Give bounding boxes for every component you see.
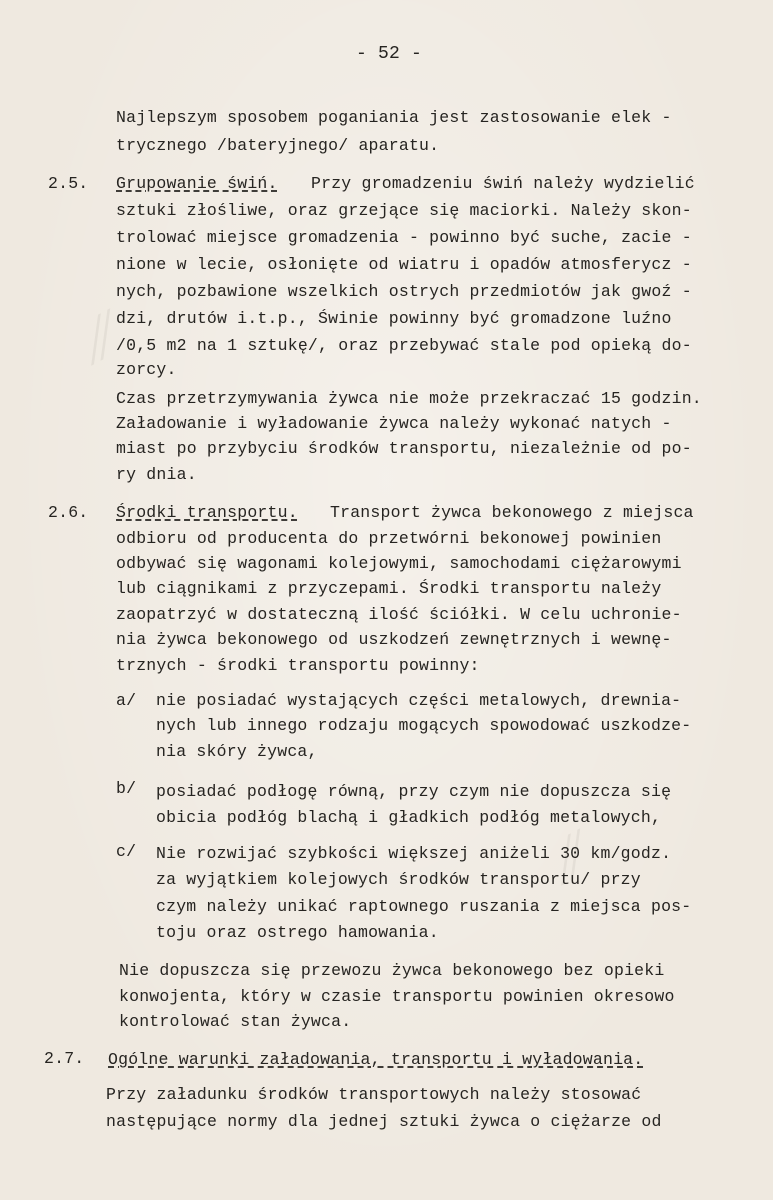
list-item-text: obicia podłóg blachą i gładkich podłóg metalowych, [156, 808, 662, 827]
text-line: Najlepszym sposobem poganiania jest zastosowanie elek - [116, 108, 672, 127]
faded-watermark: ⁄⁄ [74, 300, 127, 373]
text-line: lub ciągnikami z przyczepami. Środki transportu należy [116, 579, 662, 598]
list-item-text: czym należy unikać raptownego ruszania z miejsca pos- [156, 897, 692, 916]
text-line: odbywać się wagonami kolejowymi, samochodami ciężarowymi [116, 554, 682, 573]
section-number: 2.7. [44, 1049, 85, 1068]
text-line: nione w lecie, osłonięte od wiatru i opadów atmosferycz - [116, 255, 692, 274]
text-line: miast po przybyciu środków transportu, niezależnie od po- [116, 439, 692, 458]
text-line: trycznego /bateryjnego/ aparatu. [116, 136, 440, 155]
section-number: 2.5. [48, 174, 89, 193]
list-item-text: posiadać podłogę równą, przy czym nie dopuszcza się [156, 782, 672, 801]
section-heading: Środki transportu. [116, 503, 298, 522]
text-line: Czas przetrzymywania żywca nie może przekraczać 15 godzin. [116, 389, 702, 408]
list-item-text: nych lub innego rodzaju mogących spowodować uszkodze- [156, 716, 692, 735]
text-line: konwojenta, który w czasie transportu powinien okresowo [119, 987, 675, 1006]
text-line: trznych - środki transportu powinny: [116, 656, 480, 675]
text-line: Przy gromadzeniu świń należy wydzielić [311, 174, 695, 193]
list-marker: b/ [116, 779, 137, 798]
list-item-text: nie posiadać wystających części metalowych, drewnia- [156, 691, 682, 710]
text-line: zaopatrzyć w dostateczną ilość ściółki. W celu uchronie- [116, 605, 682, 624]
text-line: /0,5 m2 na 1 sztukę/, oraz przebywać stale pod opieką do- [116, 336, 692, 355]
list-item-text: nia skóry żywca, [156, 742, 318, 761]
text-line: następujące normy dla jednej sztuki żywca o ciężarze od [106, 1112, 662, 1131]
section-number: 2.6. [48, 503, 89, 522]
list-marker: c/ [116, 842, 137, 861]
list-item-text: toju oraz ostrego hamowania. [156, 923, 439, 942]
text-line: Nie dopuszcza się przewozu żywca bekonowego bez opieki [119, 961, 665, 980]
text-line: ry dnia. [116, 465, 197, 484]
text-line: odbioru od producenta do przetwórni bekonowej powinien [116, 529, 662, 548]
list-item-text: Nie rozwijać szybkości większej aniżeli 30 km/godz. [156, 844, 672, 863]
text-line: kontrolować stan żywca. [119, 1012, 352, 1031]
text-line: Transport żywca bekonowego z miejsca [330, 503, 694, 522]
page-number: - 52 - [356, 44, 423, 64]
list-marker: a/ [116, 691, 137, 710]
text-line: nia żywca bekonowego od uszkodzeń zewnętrznych i wewnę- [116, 630, 672, 649]
section-heading: Grupowanie świń. [116, 174, 278, 193]
text-line: zorcy. [116, 360, 177, 379]
list-item-text: za wyjątkiem kolejowych środków transportu/ przy [156, 870, 641, 889]
text-line: Przy załadunku środków transportowych należy stosować [106, 1085, 642, 1104]
text-line: nych, pozbawione wszelkich ostrych przedmiotów jak gwoź - [116, 282, 692, 301]
faded-watermark: ⁄⁄ [544, 820, 597, 893]
text-line: sztuki złośliwe, oraz grzejące się maciorki. Należy skon- [116, 201, 692, 220]
text-line: Załadowanie i wyładowanie żywca należy wykonać natych - [116, 414, 672, 433]
section-heading: Ogólne warunki załadowania, transportu i wyładowania. [108, 1050, 644, 1069]
text-line: dzi, drutów i.t.p., Świnie powinny być gromadzone luźno [116, 309, 672, 328]
text-line: trolować miejsce gromadzenia - powinno być suche, zacie - [116, 228, 692, 247]
